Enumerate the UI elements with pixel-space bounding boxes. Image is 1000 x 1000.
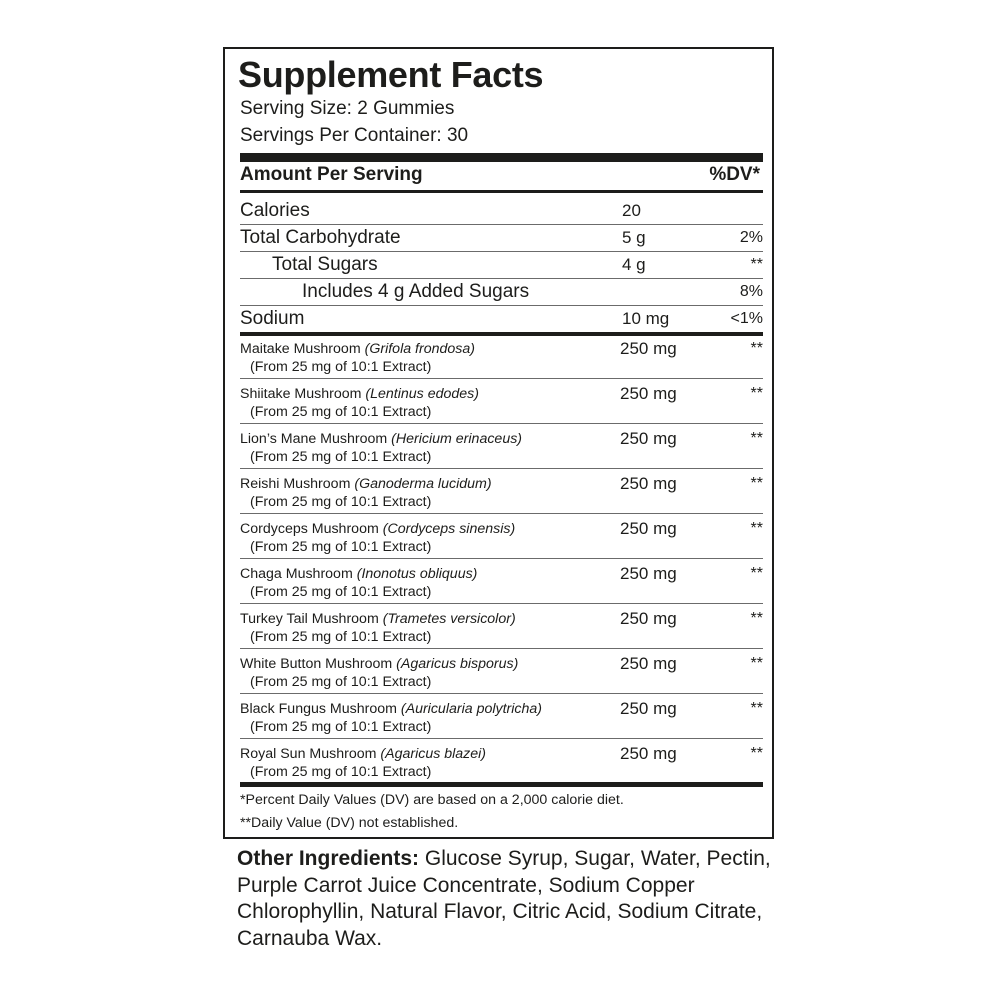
amount-per-serving-header: Amount Per Serving <box>240 164 423 185</box>
ingredient-amount: 250 mg <box>620 654 677 673</box>
ingredient-name: Turkey Tail Mushroom <box>240 611 379 627</box>
ingredient-name-line <box>240 655 518 673</box>
nutrient-row <box>240 306 763 332</box>
ingredient-latin-name: (Hericium erinaceus) <box>391 431 523 447</box>
ingredient-name: Cordyceps Mushroom <box>240 521 379 537</box>
ingredient-latin-name: (Ganoderma lucidum) <box>354 476 492 492</box>
nutrient-amount: 4 g <box>622 255 646 274</box>
ingredient-dv: ** <box>750 745 763 762</box>
ingredient-latin-name: (Trametes versicolor) <box>382 611 516 627</box>
ingredient-row <box>240 608 763 652</box>
nutrient-label: Sodium <box>240 308 305 329</box>
other-ingredients-label: Other Ingredients: <box>237 847 420 870</box>
ingredient-row <box>240 473 763 517</box>
ingredient-amount: 250 mg <box>620 429 677 448</box>
ingredient-dv: ** <box>750 655 763 672</box>
nutrient-row <box>240 279 763 305</box>
nutrient-dv: 2% <box>739 229 763 246</box>
row-divider <box>240 648 763 649</box>
ingredient-name: Maitake Mushroom <box>240 341 361 357</box>
ingredient-name: Black Fungus Mushroom <box>240 701 397 717</box>
row-divider <box>240 423 763 424</box>
ingredient-name-line <box>240 520 515 538</box>
row-divider <box>240 603 763 604</box>
ingredient-row <box>240 383 763 427</box>
row-divider <box>240 693 763 694</box>
row-divider <box>240 513 763 514</box>
ingredient-latin-name: (Agaricus blazei) <box>380 746 487 762</box>
thick-divider <box>240 153 763 162</box>
ingredient-name: White Button Mushroom <box>240 656 393 672</box>
ingredient-row <box>240 698 763 742</box>
ingredient-extract: (From 25 mg of 10:1 Extract) <box>250 764 432 780</box>
ingredient-amount: 250 mg <box>620 699 677 718</box>
nutrient-amount: 10 mg <box>622 309 670 328</box>
ingredient-latin-name: (Grifola frondosa) <box>364 341 475 357</box>
nutrient-dv: 8% <box>739 283 763 300</box>
ingredient-name: Royal Sun Mushroom <box>240 746 377 762</box>
ingredient-amount: 250 mg <box>620 474 677 493</box>
ingredient-row <box>240 743 763 787</box>
serving-size: Serving Size: 2 Gummies <box>240 98 455 119</box>
ingredient-extract: (From 25 mg of 10:1 Extract) <box>250 449 432 465</box>
ingredient-dv: ** <box>750 430 763 447</box>
ingredient-extract: (From 25 mg of 10:1 Extract) <box>250 719 432 735</box>
ingredient-name-line <box>240 745 486 763</box>
ingredient-latin-name: (Cordyceps sinensis) <box>382 521 516 537</box>
ingredient-dv: ** <box>750 520 763 537</box>
ingredient-name-line <box>240 700 542 718</box>
ingredient-name-line <box>240 430 522 448</box>
ingredient-amount: 250 mg <box>620 519 677 538</box>
ingredient-extract: (From 25 mg of 10:1 Extract) <box>250 539 432 555</box>
nutrient-label: Calories <box>240 200 310 221</box>
ingredient-latin-name: (Inonotus obliquus) <box>356 566 478 582</box>
ingredient-latin-name: (Agaricus bisporus) <box>396 656 519 672</box>
ingredient-extract: (From 25 mg of 10:1 Extract) <box>250 674 432 690</box>
ingredient-row <box>240 563 763 607</box>
ingredient-name: Chaga Mushroom <box>240 566 353 582</box>
nutrient-row <box>240 225 763 251</box>
dv-header: %DV* <box>709 164 760 185</box>
ingredient-extract: (From 25 mg of 10:1 Extract) <box>250 404 432 420</box>
nutrient-row <box>240 198 763 224</box>
other-ingredients <box>237 846 777 952</box>
ingredient-amount: 250 mg <box>620 609 677 628</box>
bottom-thick-divider <box>240 782 763 787</box>
nutrient-amount: 20 <box>622 201 641 220</box>
ingredient-dv: ** <box>750 700 763 717</box>
nutrient-label: Total Carbohydrate <box>240 227 401 248</box>
other-ingredients-text: Glucose Syrup, Sugar, Water, Pectin, Purple Carrot Juice Concentrate, Sodium Copper Chlorophyllin, Natural Flavor, Citric Acid, Sodium Citrate, Carnauba Wax. <box>237 847 771 950</box>
ingredient-dv: ** <box>750 565 763 582</box>
nutrient-label: Total Sugars <box>272 254 378 275</box>
row-divider <box>240 558 763 559</box>
row-divider <box>240 378 763 379</box>
supplement-facts-panel <box>223 47 774 839</box>
nutrient-dv: <1% <box>730 310 763 327</box>
ingredient-name-line <box>240 340 475 358</box>
ingredient-dv: ** <box>750 475 763 492</box>
ingredient-name: Shiitake Mushroom <box>240 386 362 402</box>
ingredient-latin-name: (Lentinus edodes) <box>365 386 479 402</box>
ingredient-extract: (From 25 mg of 10:1 Extract) <box>250 629 432 645</box>
ingredient-dv: ** <box>750 340 763 357</box>
ingredient-name-line <box>240 385 479 403</box>
header-divider <box>240 190 763 193</box>
ingredient-amount: 250 mg <box>620 744 677 763</box>
ingredient-name: Lion’s Mane Mushroom <box>240 431 388 447</box>
ingredient-amount: 250 mg <box>620 339 677 358</box>
servings-per-container: Servings Per Container: 30 <box>240 125 469 146</box>
ingredient-row <box>240 653 763 697</box>
nutrient-label: Includes 4 g Added Sugars <box>302 281 530 302</box>
ingredient-extract: (From 25 mg of 10:1 Extract) <box>250 359 432 375</box>
row-divider <box>240 468 763 469</box>
ingredient-name: Reishi Mushroom <box>240 476 351 492</box>
nutrient-amount: 5 g <box>622 228 646 247</box>
footnote-not-established: **Daily Value (DV) not established. <box>240 815 459 831</box>
ingredient-amount: 250 mg <box>620 564 677 583</box>
ingredient-dv: ** <box>750 385 763 402</box>
row-divider <box>240 738 763 739</box>
panel-title: Supplement Facts <box>238 54 544 95</box>
ingredient-extract: (From 25 mg of 10:1 Extract) <box>250 494 432 510</box>
nutrient-row <box>240 252 763 278</box>
ingredient-row <box>240 338 763 382</box>
ingredient-row <box>240 518 763 562</box>
ingredient-latin-name: (Auricularia polytricha) <box>400 701 543 717</box>
footnote-dv: *Percent Daily Values (DV) are based on a 2,000 calorie diet. <box>240 792 624 808</box>
nutrient-dv: ** <box>750 256 763 273</box>
ingredient-dv: ** <box>750 610 763 627</box>
ingredient-extract: (From 25 mg of 10:1 Extract) <box>250 584 432 600</box>
ingredient-row <box>240 428 763 472</box>
ingredient-name-line <box>240 610 516 628</box>
section-divider <box>240 332 763 336</box>
ingredient-name-line <box>240 475 492 493</box>
ingredient-amount: 250 mg <box>620 384 677 403</box>
ingredient-name-line <box>240 565 477 583</box>
